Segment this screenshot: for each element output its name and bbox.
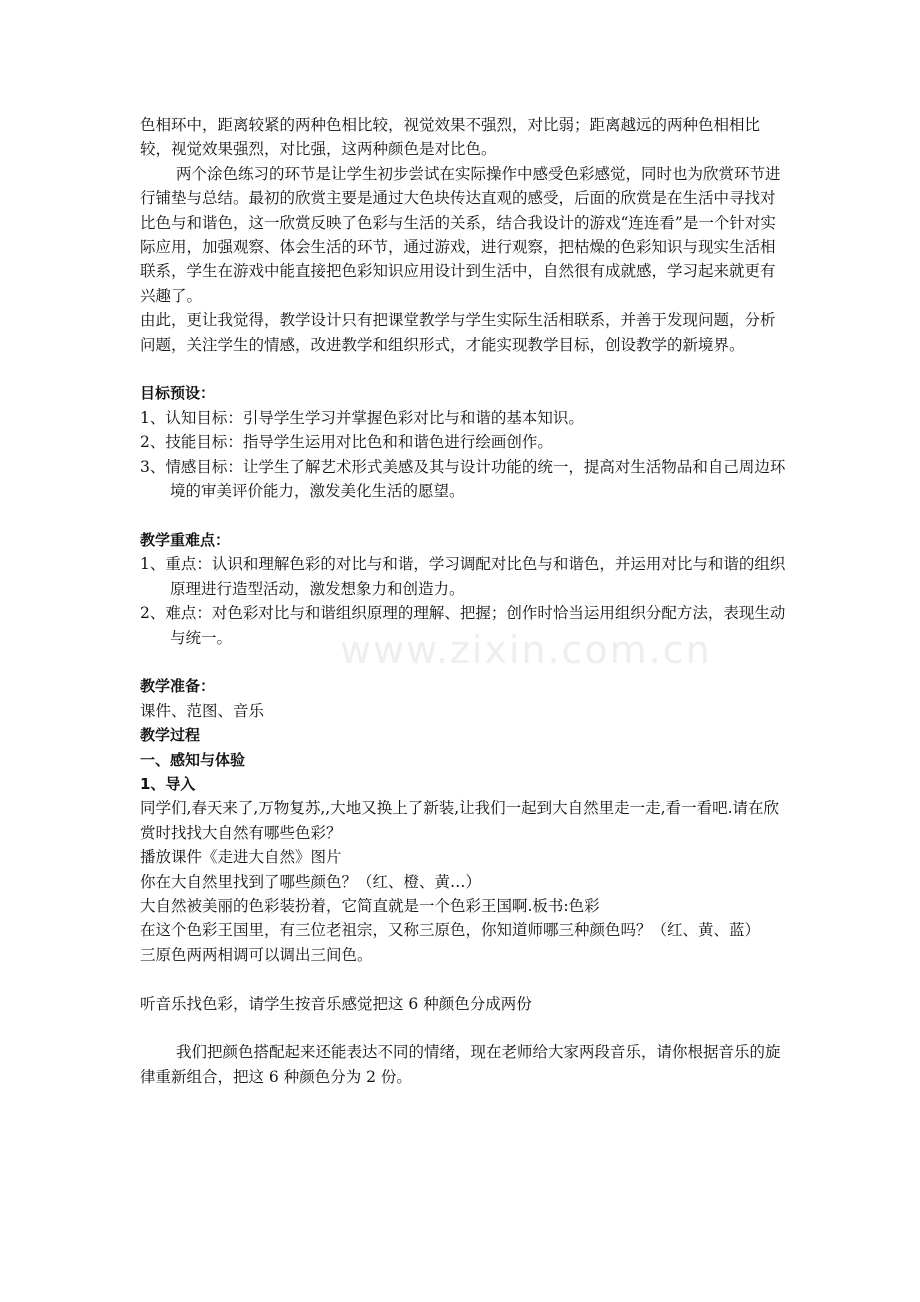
final-paragraph: 我们把颜色搭配起来还能表达不同的情绪，现在老师给大家两段音乐，请你根据音乐的旋律重新组合，把这 6 种颜色分为 2 份。: [140, 1043, 781, 1086]
section-1-heading: 一、感知与体验: [140, 750, 246, 769]
spacer: [140, 650, 790, 674]
process-heading: 教学过程: [140, 726, 201, 745]
goal-item-3: 3、情感目标：让学生了解艺术形式美感及其与设计功能的统一，提高对生活物品和自己周边环境的审美评价能力，激发美化生活的愿望。: [140, 457, 786, 501]
intro-paragraph-3: 由此，更让我觉得，教学设计只有把课堂教学与学生实际生活相联系，并善于发现问题，分析问题，关注学生的情感，改进教学和组织形式，才能实现教学目标，创设教学的新境界。: [140, 311, 776, 354]
difficulty-item-2: 2、难点：对色彩对比与和谐组织原理的理解、把握；创作时恰当运用组织分配方法，表现生动与统一。: [140, 604, 786, 647]
process-line-5: 在这个色彩王国里，有三位老祖宗，又称三原色，你知道师哪三种颜色吗？（红、黄、蓝）: [140, 921, 761, 940]
intro-paragraph-1: 色相环中，距离较紧的两种色相比较，视觉效果不强烈，对比弱；距离越远的两种色相相比较，视觉效果强烈，对比强，这两种颜色是对比色。: [140, 116, 761, 159]
spacer: [140, 503, 790, 527]
music-line: 听音乐找色彩，请学生按音乐感觉把这 6 种颜色分成两份: [140, 994, 532, 1013]
spacer: [140, 967, 790, 991]
process-line-3: 你在大自然里找到了哪些颜色？（红、橙、黄…）: [140, 872, 482, 891]
goal-item-1: 1、认知目标：引导学生学习并掌握色彩对比与和谐的基本知识。: [140, 408, 584, 427]
prep-heading: 教学准备：: [140, 677, 216, 696]
difficulty-item-1: 1、重点：认识和理解色彩的对比与和谐，学习调配对比色与和谐色，并运用对比与和谐的组织原理进行造型活动，激发想象力和创造力。: [140, 555, 786, 598]
process-line-6: 三原色两两相调可以调出三间色。: [140, 945, 373, 964]
goal-item-2: 2、技能目标：指导学生运用对比色和和谐色进行绘画创作。: [140, 433, 553, 452]
process-line-1: 同学们,春天来了,万物复苏,,大地又换上了新装,让我们一起到大自然里走一走,看一看吧.请在欣赏时找找大自然有哪些色彩？: [140, 799, 779, 842]
subsection-1-heading: 1、导入: [140, 774, 196, 793]
process-line-2: 播放课件《走进大自然》图片: [140, 848, 342, 867]
intro-paragraph-2: 两个涂色练习的环节是让学生初步尝试在实际操作中感受色彩感觉，同时也为欣赏环节进行铺垫与总结。最初的欣赏主要是通过大色块传达直观的感受，后面的欣赏是在生活中寻找对比色与和谐色，这一欣赏反映了色彩与生活的关系，结合我设计的游戏“连连看”是一个针对实际应用，加强观察、体会生活的环节，通过游戏，进行观察，把枯燥的色彩知识与现实生活相联系，学生在游戏中能直接把色彩知识应用设计到生活中，自然很有成就感，学习起来就更有兴趣了。: [140, 164, 781, 305]
document-page: [140, 113, 790, 1089]
spacer: [140, 357, 790, 381]
goals-heading: 目标预设：: [140, 384, 216, 403]
prep-content: 课件、范图、音乐: [140, 701, 265, 720]
difficulties-heading: 教学重难点：: [140, 530, 231, 549]
spacer: [140, 1016, 790, 1040]
process-line-4: 大自然被美丽的色彩装扮着，它简直就是一个色彩王国啊.板书:色彩: [140, 896, 600, 915]
watermark-text: www.zixin.com.cn: [340, 628, 712, 672]
